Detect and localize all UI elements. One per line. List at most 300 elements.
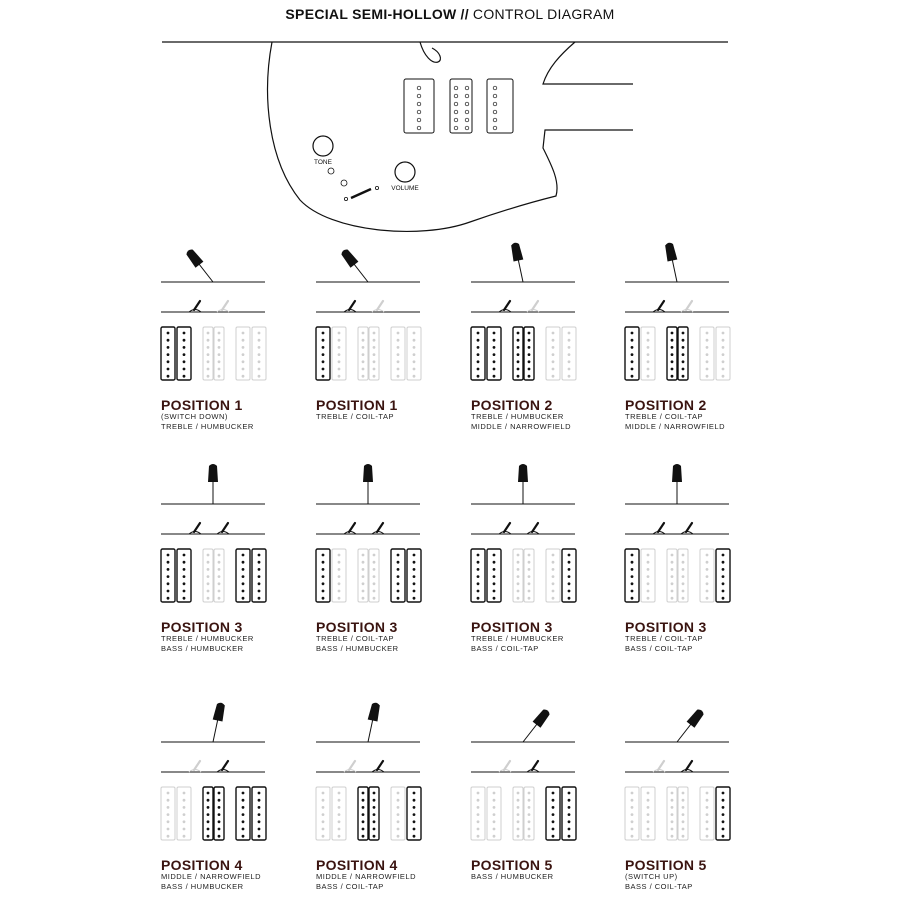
pole-dot bbox=[568, 554, 571, 557]
switch-tip-icon[interactable] bbox=[213, 702, 227, 722]
pole-dot bbox=[183, 799, 186, 802]
pole-dot bbox=[647, 597, 650, 600]
pole-dot bbox=[258, 813, 261, 816]
pole-dot bbox=[218, 820, 221, 823]
pole-dot bbox=[167, 597, 170, 600]
pole-dot bbox=[362, 792, 365, 795]
pole-dot bbox=[631, 792, 634, 795]
switch-tip-icon[interactable] bbox=[184, 247, 203, 267]
volume-label: VOLUME bbox=[391, 185, 419, 192]
pole-dot bbox=[322, 561, 325, 564]
pole-dot bbox=[568, 582, 571, 585]
pole-dot bbox=[722, 568, 725, 571]
pole-dot bbox=[322, 554, 325, 557]
pole-dot bbox=[647, 346, 650, 349]
pole-dot bbox=[528, 561, 531, 564]
pole-dot bbox=[373, 806, 376, 809]
pole-dot bbox=[568, 813, 571, 816]
pole-dot bbox=[493, 561, 496, 564]
position-description: TREBLE / HUMBUCKER bbox=[471, 412, 564, 421]
pole-piece bbox=[465, 94, 469, 98]
pole-dot bbox=[397, 368, 400, 371]
pole-dot bbox=[167, 820, 170, 823]
pole-dot bbox=[631, 561, 634, 564]
pole-dot bbox=[552, 353, 555, 356]
pole-dot bbox=[647, 332, 650, 335]
pole-dot bbox=[362, 575, 365, 578]
pole-dot bbox=[528, 360, 531, 363]
tone-label: TONE bbox=[314, 159, 332, 166]
pole-dot bbox=[183, 339, 186, 342]
pole-dot bbox=[373, 799, 376, 802]
pole-dot bbox=[218, 575, 221, 578]
pole-dot bbox=[477, 332, 480, 335]
pole-dot bbox=[242, 339, 245, 342]
pole-dot bbox=[183, 368, 186, 371]
volume-knob[interactable] bbox=[395, 162, 415, 182]
pole-dot bbox=[493, 375, 496, 378]
pole-dot bbox=[671, 375, 674, 378]
pole-dot bbox=[528, 368, 531, 371]
pole-dot bbox=[218, 368, 221, 371]
pole-dot bbox=[322, 375, 325, 378]
pole-dot bbox=[706, 554, 709, 557]
pole-dot bbox=[671, 353, 674, 356]
pole-dot bbox=[552, 799, 555, 802]
pole-dot bbox=[568, 806, 571, 809]
coil-tap-toggle-icon[interactable] bbox=[653, 301, 665, 312]
switch-tip-icon[interactable] bbox=[687, 707, 706, 727]
pole-dot bbox=[682, 597, 685, 600]
pole-dot bbox=[631, 353, 634, 356]
pole-dot bbox=[218, 561, 221, 564]
pole-piece bbox=[493, 118, 497, 122]
tap-switch-a[interactable] bbox=[328, 168, 334, 174]
pole-dot bbox=[477, 575, 480, 578]
pole-dot bbox=[397, 332, 400, 335]
pole-dot bbox=[722, 792, 725, 795]
pole-dot bbox=[517, 575, 520, 578]
pole-dot bbox=[682, 792, 685, 795]
pole-dot bbox=[373, 597, 376, 600]
pole-dot bbox=[397, 597, 400, 600]
pole-dot bbox=[218, 582, 221, 585]
guitar-pickups bbox=[404, 79, 513, 133]
pole-dot bbox=[397, 835, 400, 838]
pole-dot bbox=[338, 806, 341, 809]
pole-dot bbox=[338, 332, 341, 335]
pole-piece bbox=[454, 102, 458, 106]
pole-dot bbox=[631, 828, 634, 831]
pole-dot bbox=[706, 332, 709, 335]
pole-dot bbox=[647, 835, 650, 838]
pole-dot bbox=[362, 353, 365, 356]
cutaway-outline bbox=[543, 42, 633, 84]
pole-dot bbox=[647, 360, 650, 363]
pole-dot bbox=[207, 813, 210, 816]
coil-tap-toggle-icon[interactable] bbox=[344, 761, 356, 772]
pole-dot bbox=[242, 799, 245, 802]
pole-dot bbox=[397, 828, 400, 831]
switch-tip-icon[interactable] bbox=[664, 242, 678, 262]
switch-tip-icon[interactable] bbox=[339, 247, 358, 267]
pole-dot bbox=[242, 806, 245, 809]
pole-dot bbox=[552, 346, 555, 349]
pole-dot bbox=[373, 792, 376, 795]
pole-piece bbox=[417, 126, 421, 130]
pole-dot bbox=[552, 792, 555, 795]
pole-dot bbox=[706, 575, 709, 578]
position-description: BASS / HUMBUCKER bbox=[161, 881, 244, 891]
pole-dot bbox=[242, 835, 245, 838]
bass-pickup bbox=[487, 79, 513, 133]
pole-dot bbox=[322, 835, 325, 838]
pole-dot bbox=[218, 597, 221, 600]
selector-end-hi bbox=[375, 186, 378, 189]
pole-dot bbox=[338, 828, 341, 831]
pole-dot bbox=[242, 368, 245, 371]
pole-dot bbox=[647, 554, 650, 557]
pole-dot bbox=[207, 332, 210, 335]
pole-dot bbox=[338, 360, 341, 363]
pole-dot bbox=[568, 792, 571, 795]
selector-toggle[interactable] bbox=[351, 189, 371, 198]
pole-dot bbox=[631, 360, 634, 363]
pole-dot bbox=[362, 597, 365, 600]
coil-tap-toggle-icon[interactable] bbox=[217, 523, 229, 534]
coil-tap-toggle-icon[interactable] bbox=[499, 523, 511, 534]
pole-dot bbox=[671, 339, 674, 342]
pole-dot bbox=[258, 597, 261, 600]
pole-piece bbox=[417, 94, 421, 98]
pole-dot bbox=[647, 375, 650, 378]
pole-dot bbox=[397, 813, 400, 816]
pole-dot bbox=[258, 339, 261, 342]
pole-piece bbox=[417, 102, 421, 106]
pole-dot bbox=[322, 568, 325, 571]
pole-dot bbox=[362, 554, 365, 557]
pole-dot bbox=[397, 575, 400, 578]
pole-dot bbox=[477, 368, 480, 371]
pole-dot bbox=[218, 568, 221, 571]
tap-switch-b[interactable] bbox=[341, 180, 347, 186]
pole-dot bbox=[183, 353, 186, 356]
pole-dot bbox=[631, 835, 634, 838]
pole-dot bbox=[242, 828, 245, 831]
pole-dot bbox=[183, 828, 186, 831]
pole-dot bbox=[218, 590, 221, 593]
pole-dot bbox=[722, 835, 725, 838]
pole-dot bbox=[183, 597, 186, 600]
pole-dot bbox=[647, 590, 650, 593]
pole-dot bbox=[493, 582, 496, 585]
pole-dot bbox=[362, 346, 365, 349]
position-description: (SWITCH UP) bbox=[625, 872, 678, 881]
pole-dot bbox=[207, 806, 210, 809]
pole-dot bbox=[207, 353, 210, 356]
position-cell bbox=[316, 247, 421, 380]
position-label bbox=[471, 398, 571, 431]
pole-dot bbox=[552, 360, 555, 363]
pole-dot bbox=[568, 568, 571, 571]
pole-piece bbox=[493, 86, 497, 90]
pole-dot bbox=[647, 828, 650, 831]
pole-dot bbox=[373, 346, 376, 349]
coil-tap-toggle-icon[interactable] bbox=[499, 761, 511, 772]
pole-piece bbox=[454, 118, 458, 122]
pole-dot bbox=[517, 561, 520, 564]
pole-dot bbox=[207, 575, 210, 578]
position-title: POSITION 5 bbox=[471, 857, 553, 873]
pole-dot bbox=[706, 339, 709, 342]
coil-tap-toggle-icon[interactable] bbox=[681, 523, 693, 534]
pole-dot bbox=[242, 554, 245, 557]
pole-dot bbox=[258, 590, 261, 593]
pole-dot bbox=[207, 368, 210, 371]
pole-dot bbox=[682, 368, 685, 371]
pole-dot bbox=[322, 368, 325, 371]
pole-dot bbox=[362, 835, 365, 838]
pole-dot bbox=[183, 375, 186, 378]
pole-dot bbox=[362, 813, 365, 816]
pole-dot bbox=[167, 561, 170, 564]
pole-dot bbox=[167, 813, 170, 816]
position-description: TREBLE / HUMBUCKER bbox=[471, 634, 564, 643]
pole-dot bbox=[517, 835, 520, 838]
coil-tap-toggle-icon[interactable] bbox=[681, 761, 693, 772]
pole-dot bbox=[167, 582, 170, 585]
pole-dot bbox=[477, 799, 480, 802]
pole-dot bbox=[671, 597, 674, 600]
pole-dot bbox=[338, 835, 341, 838]
pole-dot bbox=[338, 590, 341, 593]
pole-dot bbox=[322, 332, 325, 335]
switch-tip-icon[interactable] bbox=[368, 702, 382, 722]
coil-tap-toggle-icon[interactable] bbox=[527, 301, 539, 312]
pole-dot bbox=[528, 332, 531, 335]
pole-dot bbox=[706, 835, 709, 838]
coil-tap-toggle-icon[interactable] bbox=[653, 761, 665, 772]
pole-dot bbox=[258, 828, 261, 831]
position-grid bbox=[161, 242, 730, 840]
pole-dot bbox=[258, 835, 261, 838]
pole-dot bbox=[338, 368, 341, 371]
pole-dot bbox=[258, 806, 261, 809]
pole-dot bbox=[647, 582, 650, 585]
pole-dot bbox=[242, 332, 245, 335]
coil-tap-toggle-icon[interactable] bbox=[499, 301, 511, 312]
pole-dot bbox=[413, 590, 416, 593]
pole-dot bbox=[647, 353, 650, 356]
pole-dot bbox=[322, 346, 325, 349]
pole-dot bbox=[568, 575, 571, 578]
position-description: BASS / HUMBUCKER bbox=[471, 872, 554, 881]
pole-dot bbox=[722, 339, 725, 342]
pole-dot bbox=[167, 368, 170, 371]
pole-dot bbox=[167, 792, 170, 795]
pole-dot bbox=[167, 554, 170, 557]
pole-dot bbox=[242, 590, 245, 593]
pole-dot bbox=[167, 346, 170, 349]
pole-dot bbox=[373, 590, 376, 593]
pole-dot bbox=[397, 339, 400, 342]
position-description: TREBLE / COIL-TAP bbox=[625, 412, 703, 421]
pole-dot bbox=[218, 332, 221, 335]
coil-tap-toggle-icon[interactable] bbox=[527, 523, 539, 534]
pole-dot bbox=[528, 835, 531, 838]
switch-tip-icon[interactable] bbox=[518, 464, 528, 482]
coil-tap-toggle-icon[interactable] bbox=[372, 301, 384, 312]
pole-dot bbox=[682, 332, 685, 335]
pole-dot bbox=[568, 339, 571, 342]
pole-dot bbox=[631, 339, 634, 342]
pole-dot bbox=[493, 590, 496, 593]
pole-dot bbox=[682, 353, 685, 356]
pole-dot bbox=[218, 813, 221, 816]
coil-tap-toggle-icon[interactable] bbox=[189, 523, 201, 534]
pole-dot bbox=[207, 590, 210, 593]
pole-dot bbox=[671, 813, 674, 816]
pole-dot bbox=[218, 554, 221, 557]
pole-dot bbox=[671, 806, 674, 809]
pole-dot bbox=[647, 806, 650, 809]
position-description: BASS / COIL-TAP bbox=[625, 881, 693, 891]
pole-dot bbox=[568, 828, 571, 831]
switch-tip-icon[interactable] bbox=[533, 707, 552, 727]
pole-dot bbox=[373, 375, 376, 378]
position-label bbox=[625, 620, 707, 653]
pole-dot bbox=[493, 597, 496, 600]
position-label bbox=[625, 398, 725, 431]
position-description: MIDDLE / NARROWFIELD bbox=[161, 872, 262, 881]
pole-dot bbox=[338, 353, 341, 356]
switch-tip-icon[interactable] bbox=[510, 242, 524, 262]
position-description: TREBLE / HUMBUCKER bbox=[161, 634, 254, 643]
pole-dot bbox=[706, 828, 709, 831]
coil-tap-toggle-icon[interactable] bbox=[527, 761, 539, 772]
pole-dot bbox=[493, 332, 496, 335]
pole-dot bbox=[552, 835, 555, 838]
pole-dot bbox=[258, 332, 261, 335]
pole-dot bbox=[362, 590, 365, 593]
pole-piece bbox=[465, 118, 469, 122]
pole-dot bbox=[322, 799, 325, 802]
pole-dot bbox=[362, 360, 365, 363]
switch-tip-icon[interactable] bbox=[208, 464, 218, 482]
pole-dot bbox=[413, 353, 416, 356]
pole-piece bbox=[465, 126, 469, 130]
pole-dot bbox=[528, 375, 531, 378]
pole-dot bbox=[671, 360, 674, 363]
pole-dot bbox=[397, 820, 400, 823]
pole-dot bbox=[647, 820, 650, 823]
pole-dot bbox=[568, 597, 571, 600]
pole-dot bbox=[322, 360, 325, 363]
pole-dot bbox=[413, 568, 416, 571]
pole-dot bbox=[568, 360, 571, 363]
pole-dot bbox=[258, 375, 261, 378]
coil-tap-toggle-icon[interactable] bbox=[189, 301, 201, 312]
pole-dot bbox=[258, 561, 261, 564]
position-description: TREBLE / HUMBUCKER bbox=[161, 421, 254, 431]
pole-dot bbox=[373, 360, 376, 363]
pole-dot bbox=[722, 353, 725, 356]
pole-dot bbox=[517, 360, 520, 363]
pole-dot bbox=[397, 806, 400, 809]
pole-dot bbox=[568, 835, 571, 838]
position-description: TREBLE / COIL-TAP bbox=[316, 412, 394, 421]
pole-dot bbox=[671, 799, 674, 802]
switch-tip-icon[interactable] bbox=[363, 464, 373, 482]
pole-dot bbox=[167, 590, 170, 593]
coil-tap-toggle-icon[interactable] bbox=[344, 301, 356, 312]
pole-dot bbox=[493, 554, 496, 557]
pole-dot bbox=[397, 582, 400, 585]
pole-dot bbox=[631, 368, 634, 371]
coil-tap-toggle-icon[interactable] bbox=[372, 761, 384, 772]
tone-knob[interactable] bbox=[313, 136, 333, 156]
pole-dot bbox=[477, 792, 480, 795]
coil-tap-toggle-icon[interactable] bbox=[372, 523, 384, 534]
pole-dot bbox=[706, 806, 709, 809]
pole-dot bbox=[413, 561, 416, 564]
pole-piece bbox=[454, 126, 458, 130]
position-title: POSITION 3 bbox=[316, 619, 398, 635]
pole-dot bbox=[242, 561, 245, 564]
pole-dot bbox=[207, 568, 210, 571]
pole-dot bbox=[322, 590, 325, 593]
pole-dot bbox=[207, 375, 210, 378]
pole-dot bbox=[362, 568, 365, 571]
position-cell bbox=[471, 464, 576, 602]
pole-dot bbox=[167, 828, 170, 831]
pole-dot bbox=[397, 590, 400, 593]
pole-dot bbox=[413, 820, 416, 823]
coil-tap-toggle-icon[interactable] bbox=[217, 301, 229, 312]
pole-dot bbox=[631, 813, 634, 816]
pole-dot bbox=[528, 828, 531, 831]
pole-dot bbox=[362, 332, 365, 335]
position-cell bbox=[471, 707, 576, 840]
pole-dot bbox=[671, 792, 674, 795]
coil-tap-toggle-icon[interactable] bbox=[653, 523, 665, 534]
pole-dot bbox=[517, 568, 520, 571]
coil-tap-toggle-icon[interactable] bbox=[681, 301, 693, 312]
pole-dot bbox=[706, 375, 709, 378]
switch-tip-icon[interactable] bbox=[672, 464, 682, 482]
pole-dot bbox=[552, 590, 555, 593]
position-cell bbox=[316, 702, 421, 840]
pole-dot bbox=[493, 820, 496, 823]
pole-dot bbox=[706, 799, 709, 802]
coil-tap-toggle-icon[interactable] bbox=[344, 523, 356, 534]
pole-dot bbox=[631, 597, 634, 600]
pole-dot bbox=[413, 582, 416, 585]
pole-dot bbox=[722, 582, 725, 585]
coil-tap-toggle-icon[interactable] bbox=[217, 761, 229, 772]
pole-dot bbox=[493, 346, 496, 349]
pole-dot bbox=[242, 792, 245, 795]
pole-dot bbox=[413, 375, 416, 378]
pole-dot bbox=[373, 820, 376, 823]
pole-dot bbox=[207, 339, 210, 342]
pole-dot bbox=[322, 575, 325, 578]
pole-dot bbox=[631, 820, 634, 823]
pole-dot bbox=[397, 568, 400, 571]
pole-dot bbox=[397, 554, 400, 557]
coil-tap-toggle-icon[interactable] bbox=[189, 761, 201, 772]
pole-dot bbox=[528, 820, 531, 823]
